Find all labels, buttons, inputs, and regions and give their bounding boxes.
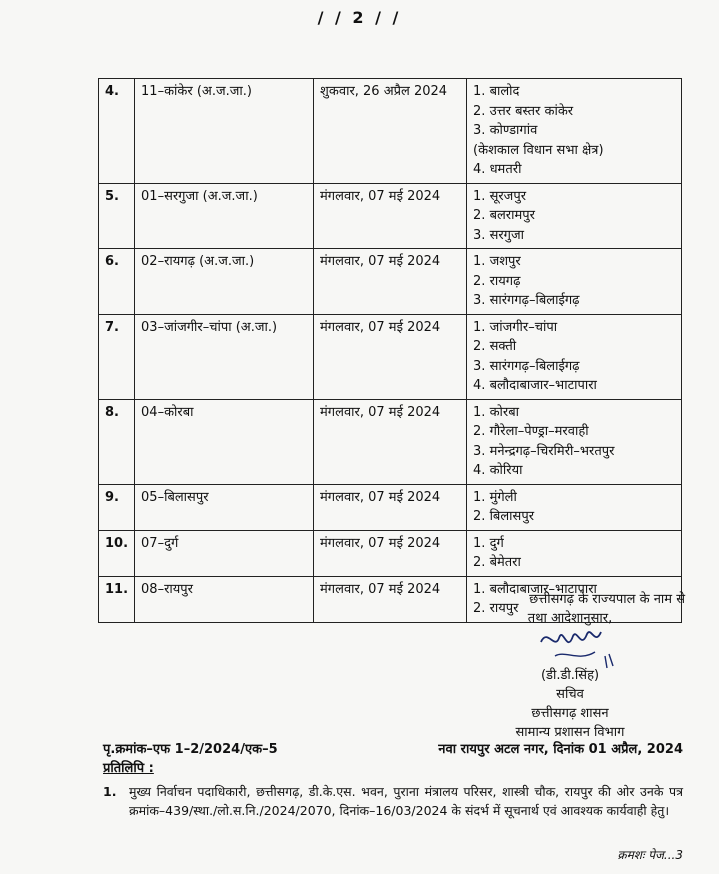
district-item: 2. रायगढ़ — [473, 273, 521, 289]
district-item: (केशकाल विधान सभा क्षेत्र) — [473, 142, 604, 158]
election-schedule-table — [98, 78, 682, 623]
district-item: 1. जांजगीर–चांपा — [473, 319, 558, 335]
constituency-name: 05–बिलासपुर — [135, 484, 314, 530]
polling-date: मंगलवार, 07 मई 2024 — [314, 576, 467, 622]
constituency-name: 07–दुर्ग — [135, 530, 314, 576]
copy-item-text: मुख्य निर्वाचन पदाधिकारी, छत्तीसगढ़, डी.के.एस. भवन, पुराना मंत्रालय परिसर, शास्त्री चौक, रायपुर की ओर उनके पत्र क्रमांक–439/स्था./लो.स.नि./2024/2070, दिनांक–16/03/2024 के संदर्भ में सूचनार्थ एवं आवश्यक कार्यवाही हेतु। — [129, 784, 683, 818]
district-list — [467, 183, 682, 249]
row-number: 4. — [99, 79, 135, 184]
district-item: 1. जशपुर — [473, 254, 521, 269]
polling-date: शुकवार, 26 अप्रैल 2024 — [314, 79, 467, 184]
district-item: 1. बालोद — [473, 84, 520, 99]
constituency-name: 11–कांकेर (अ.ज.जा.) — [135, 79, 314, 184]
copy-item — [103, 782, 683, 820]
table-row — [99, 183, 682, 249]
constituency-name: 08–रायपुर — [135, 576, 314, 622]
district-item: 2. बेमेतरा — [473, 555, 521, 570]
district-item: 2. उत्तर बस्तर कांकेर — [473, 103, 574, 119]
district-item: 2. बलरामपुर — [473, 208, 535, 223]
district-item: 3. सारंगगढ़–बिलाईगढ़ — [473, 293, 580, 308]
reference-line — [103, 739, 683, 757]
page-number: / / 2 / / — [317, 8, 402, 27]
row-number: 8. — [99, 399, 135, 484]
continued-note: क्रमशः पेज...3 — [617, 848, 683, 862]
reference-number: पृ.क्रमांक–एफ 1–2/2024/एक–5 — [103, 742, 278, 757]
district-item: 1. सूरजपुर — [473, 188, 527, 204]
district-list — [467, 484, 682, 530]
polling-date: मंगलवार, 07 मई 2024 — [314, 399, 467, 484]
district-item: 3. मनेन्द्रगढ़–चिरमिरी–भरतपुर — [473, 443, 615, 459]
district-list — [467, 79, 682, 184]
signatory-name: (डी.डी.सिंह) — [540, 668, 600, 683]
table-row — [99, 314, 682, 399]
row-number: 6. — [99, 249, 135, 315]
district-item: 1. दुर्ग — [473, 535, 504, 551]
row-number: 5. — [99, 183, 135, 249]
district-item: 1. कोरबा — [473, 404, 520, 420]
table-row — [99, 79, 682, 184]
polling-date: मंगलवार, 07 मई 2024 — [314, 249, 467, 315]
constituency-name: 01–सरगुजा (अ.ज.जा.) — [135, 183, 314, 249]
constituency-name: 03–जांजगीर–चांपा (अ.जा.) — [135, 314, 314, 399]
district-list — [467, 249, 682, 315]
district-list — [467, 399, 682, 484]
authority-line: छत्तीसगढ़ के राज्यपाल के नाम से — [529, 592, 685, 607]
polling-date: मंगलवार, 07 मई 2024 — [314, 314, 467, 399]
table-row — [99, 484, 682, 530]
government-name: छत्तीसगढ़ शासन — [531, 706, 609, 721]
copy-heading: प्रतिलिपि : — [103, 761, 154, 776]
place-date: नवा रायपुर अटल नगर, दिनांक 01 अप्रैल, 2024 — [438, 742, 683, 757]
district-list — [467, 314, 682, 399]
district-item: 3. सरगुजा — [473, 227, 525, 243]
district-item: 2. रायपुर — [473, 601, 519, 616]
district-item: 4. धमतरी — [473, 162, 522, 177]
district-item: 4. कोरिया — [473, 463, 523, 478]
row-number: 7. — [99, 314, 135, 399]
district-item: 4. बलौदाबाजार–भाटापारा — [473, 378, 597, 393]
district-item: 3. सारंगगढ़–बिलाईगढ़ — [473, 358, 580, 374]
district-list — [467, 530, 682, 576]
district-item: 2. सक्ती — [473, 339, 517, 354]
district-item: 1. मुंगेली — [473, 489, 517, 505]
table-row — [99, 249, 682, 315]
polling-date: मंगलवार, 07 मई 2024 — [314, 183, 467, 249]
constituency-name: 04–कोरबा — [135, 399, 314, 484]
district-item: 1. बलौदाबाजार–भाटापारा — [473, 581, 597, 597]
handwritten-signature — [535, 620, 615, 670]
department-name: सामान्य प्रशासन विभाग — [515, 725, 625, 740]
district-item: 2. गौरेला–पेण्ड्रा–मरवाही — [473, 424, 589, 439]
row-number: 9. — [99, 484, 135, 530]
row-number: 10. — [99, 530, 135, 576]
signatory-designation: सचिव — [556, 687, 584, 702]
copy-item-number: 1. — [103, 784, 117, 799]
district-item: 2. बिलासपुर — [473, 509, 535, 524]
authority-line-2: तथा आदेशानुसार, — [527, 611, 613, 626]
polling-date: मंगलवार, 07 मई 2024 — [314, 530, 467, 576]
polling-date: मंगलवार, 07 मई 2024 — [314, 484, 467, 530]
table-row — [99, 399, 682, 484]
table-row — [99, 530, 682, 576]
constituency-name: 02–रायगढ़ (अ.ज.जा.) — [135, 249, 314, 315]
row-number: 11. — [99, 576, 135, 622]
district-item: 3. कोण्डागांव — [473, 123, 538, 138]
